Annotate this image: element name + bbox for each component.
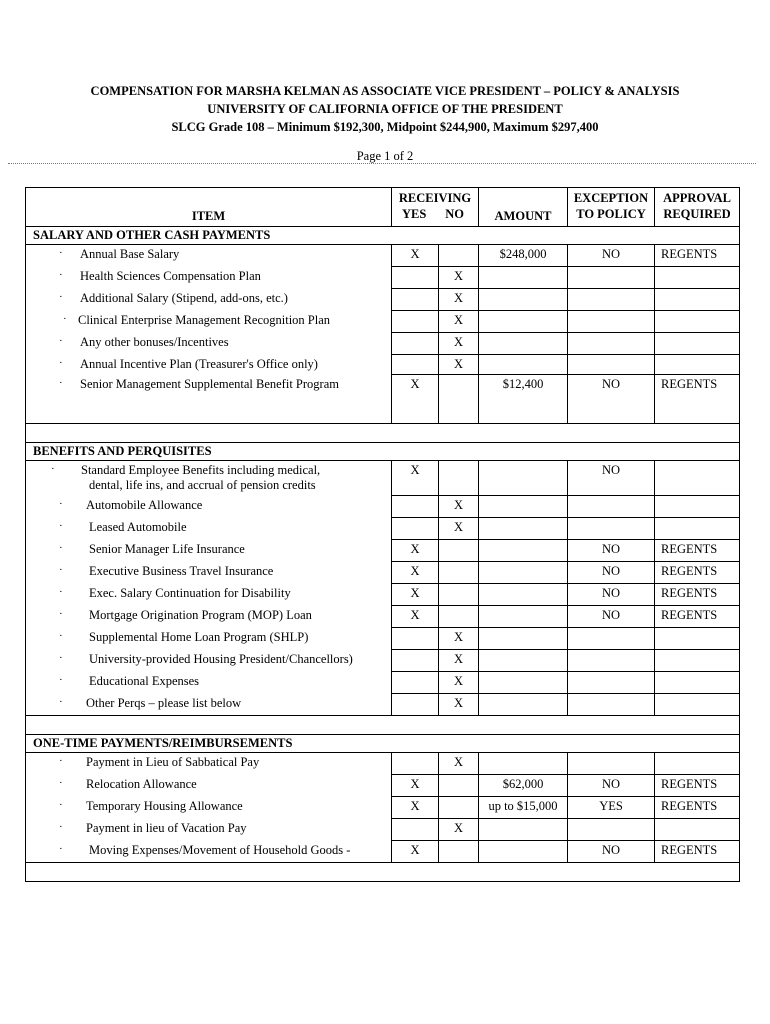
section-title: BENEFITS AND PERQUISITES — [26, 443, 740, 461]
receiving-no-cell: X — [439, 267, 479, 289]
amount-cell: up to $15,000 — [479, 797, 568, 819]
bullet-icon: · — [59, 585, 63, 598]
bullet-icon: · — [63, 312, 67, 325]
receiving-no-cell: X — [439, 333, 479, 355]
receiving-yes-cell — [392, 496, 439, 518]
exception-cell: NO — [568, 375, 655, 424]
header-approval — [655, 188, 740, 227]
item-label: Annual Base Salary — [80, 247, 180, 261]
receiving-no-cell — [439, 461, 479, 496]
amount-cell — [479, 672, 568, 694]
bullet-icon: · — [59, 776, 63, 789]
bullet-icon: · — [59, 798, 63, 811]
exception-cell: NO — [568, 245, 655, 267]
item-cell — [26, 775, 392, 797]
header-yes: YES — [402, 207, 427, 221]
exception-cell — [568, 267, 655, 289]
receiving-yes-cell — [392, 672, 439, 694]
title-line-2: UNIVERSITY OF CALIFORNIA OFFICE OF THE PRESIDENT — [207, 102, 563, 116]
blank-row — [26, 716, 740, 735]
item-cell — [26, 375, 392, 424]
bullet-icon: · — [59, 497, 63, 510]
item-label: Mortgage Origination Program (MOP) Loan — [89, 607, 312, 622]
header-receiving-label: RECEIVING — [398, 191, 472, 205]
table-row — [26, 797, 740, 819]
approval-cell — [655, 267, 740, 289]
item-label: Annual Incentive Plan (Treasurer's Office only) — [80, 356, 318, 371]
item-label: Temporary Housing Allowance — [86, 798, 243, 813]
table-body — [26, 227, 740, 882]
table-row — [26, 496, 740, 518]
blank-cell — [26, 863, 740, 882]
item-cell — [26, 333, 392, 355]
bullet-icon: · — [59, 820, 63, 833]
item-label: Any other bonuses/Incentives — [80, 334, 229, 349]
receiving-yes-cell — [392, 628, 439, 650]
receiving-yes-cell — [392, 819, 439, 841]
bullet-icon: · — [59, 629, 63, 642]
item-label: Health Sciences Compensation Plan — [80, 268, 261, 283]
receiving-no-cell — [439, 584, 479, 606]
exception-cell: YES — [568, 797, 655, 819]
receiving-yes-cell — [392, 753, 439, 775]
item-cell — [26, 355, 392, 375]
item-cell — [26, 753, 392, 775]
section-header-row — [26, 735, 740, 753]
approval-cell — [655, 355, 740, 375]
document-header — [0, 82, 770, 136]
item-label: Leased Automobile — [89, 519, 187, 534]
bullet-icon: · — [59, 541, 63, 554]
amount-cell — [479, 562, 568, 584]
bullet-icon: · — [59, 268, 63, 281]
bullet-icon: · — [59, 695, 63, 708]
approval-cell: REGENTS — [655, 606, 740, 628]
table-row — [26, 267, 740, 289]
receiving-yes-cell — [392, 650, 439, 672]
table-row — [26, 628, 740, 650]
table-row — [26, 694, 740, 716]
item-label: Payment in Lieu of Sabbatical Pay — [86, 755, 260, 769]
receiving-no-cell — [439, 245, 479, 267]
item-label-continued: dental, life ins, and accrual of pension credits — [89, 478, 316, 492]
amount-cell — [479, 819, 568, 841]
bullet-icon: · — [59, 607, 63, 620]
approval-cell — [655, 819, 740, 841]
bullet-icon: · — [59, 247, 63, 259]
exception-cell — [568, 628, 655, 650]
approval-cell: REGENTS — [655, 562, 740, 584]
table-row — [26, 584, 740, 606]
header-item: ITEM — [26, 188, 392, 227]
exception-cell: NO — [568, 775, 655, 797]
receiving-no-cell: X — [439, 753, 479, 775]
receiving-yes-cell — [392, 267, 439, 289]
amount-cell — [479, 355, 568, 375]
approval-cell — [655, 672, 740, 694]
amount-cell: $248,000 — [479, 245, 568, 267]
approval-cell — [655, 628, 740, 650]
bullet-icon: · — [59, 376, 63, 389]
exception-cell: NO — [568, 606, 655, 628]
table-row — [26, 245, 740, 267]
approval-cell — [655, 753, 740, 775]
amount-cell — [479, 753, 568, 775]
amount-cell — [479, 311, 568, 333]
amount-cell — [479, 518, 568, 540]
exception-cell — [568, 694, 655, 716]
receiving-no-cell: X — [439, 819, 479, 841]
section-title: SALARY AND OTHER CASH PAYMENTS — [26, 227, 740, 245]
table-row — [26, 540, 740, 562]
item-label: Clinical Enterprise Management Recognition Plan — [78, 312, 331, 327]
table-row — [26, 841, 740, 863]
item-cell — [26, 289, 392, 311]
receiving-yes-cell: X — [392, 562, 439, 584]
exception-cell — [568, 496, 655, 518]
receiving-no-cell — [439, 562, 479, 584]
bullet-icon: · — [59, 290, 63, 303]
header-approval-line1: APPROVAL — [663, 191, 731, 205]
receiving-no-cell — [439, 841, 479, 863]
approval-cell — [655, 333, 740, 355]
table-row — [26, 650, 740, 672]
table-row — [26, 375, 740, 424]
blank-cell — [26, 424, 740, 443]
receiving-no-cell: X — [439, 311, 479, 333]
receiving-yes-cell — [392, 694, 439, 716]
page-number: Page 1 of 2 — [356, 149, 414, 163]
amount-cell — [479, 540, 568, 562]
dotted-divider — [8, 163, 756, 164]
header-approval-line2: REQUIRED — [663, 207, 731, 221]
table-row — [26, 819, 740, 841]
table-row — [26, 311, 740, 333]
receiving-yes-cell: X — [392, 606, 439, 628]
item-cell — [26, 496, 392, 518]
receiving-yes-cell — [392, 289, 439, 311]
item-cell — [26, 672, 392, 694]
amount-cell — [479, 496, 568, 518]
receiving-yes-cell: X — [392, 245, 439, 267]
exception-cell — [568, 672, 655, 694]
header-exception — [568, 188, 655, 227]
approval-cell: REGENTS — [655, 797, 740, 819]
receiving-no-cell — [439, 775, 479, 797]
title-line-3: SLCG Grade 108 – Minimum $192,300, Midpoint $244,900, Maximum $297,400 — [171, 120, 599, 134]
receiving-yes-cell — [392, 355, 439, 375]
approval-cell: REGENTS — [655, 245, 740, 267]
receiving-yes-cell: X — [392, 540, 439, 562]
item-label: Senior Management Supplemental Benefit Program — [80, 376, 339, 391]
approval-cell — [655, 311, 740, 333]
item-cell — [26, 540, 392, 562]
bullet-icon: · — [59, 563, 63, 576]
receiving-no-cell — [439, 797, 479, 819]
approval-cell — [655, 650, 740, 672]
approval-cell: REGENTS — [655, 841, 740, 863]
table-row — [26, 672, 740, 694]
title-line-1: COMPENSATION FOR MARSHA KELMAN AS ASSOCIATE VICE PRESIDENT – POLICY & ANALYSIS — [90, 84, 680, 98]
item-cell — [26, 650, 392, 672]
exception-cell — [568, 289, 655, 311]
item-label: Other Perqs – please list below — [86, 695, 242, 710]
item-label: Moving Expenses/Movement of Household Goods - — [89, 842, 351, 857]
item-cell — [26, 245, 392, 267]
table-row — [26, 753, 740, 775]
item-cell — [26, 841, 392, 863]
compensation-table — [25, 187, 740, 882]
receiving-yes-cell — [392, 518, 439, 540]
receiving-yes-cell — [392, 333, 439, 355]
item-cell — [26, 694, 392, 716]
blank-cell — [26, 716, 740, 735]
exception-cell — [568, 518, 655, 540]
bullet-icon: · — [59, 651, 63, 664]
table-row — [26, 333, 740, 355]
bullet-icon: · — [59, 519, 63, 532]
amount-cell: $62,000 — [479, 775, 568, 797]
item-label: Automobile Allowance — [86, 497, 203, 512]
exception-cell — [568, 753, 655, 775]
item-label: Supplemental Home Loan Program (SHLP) — [89, 629, 309, 644]
receiving-no-cell: X — [439, 355, 479, 375]
receiving-no-cell: X — [439, 694, 479, 716]
approval-cell: REGENTS — [655, 540, 740, 562]
item-cell — [26, 606, 392, 628]
item-label: Relocation Allowance — [86, 776, 197, 791]
header-exception-line2: TO POLICY — [576, 207, 646, 221]
header-receiving — [392, 188, 479, 227]
item-label: Senior Manager Life Insurance — [89, 541, 245, 556]
item-cell — [26, 518, 392, 540]
amount-cell — [479, 333, 568, 355]
receiving-no-cell: X — [439, 289, 479, 311]
amount-cell — [479, 267, 568, 289]
receiving-yes-cell: X — [392, 461, 439, 496]
item-cell — [26, 584, 392, 606]
header-exception-line1: EXCEPTION — [573, 191, 649, 205]
item-cell — [26, 628, 392, 650]
amount-cell — [479, 694, 568, 716]
approval-cell: REGENTS — [655, 375, 740, 424]
header-no: NO — [445, 207, 464, 221]
item-cell — [26, 797, 392, 819]
table-row — [26, 289, 740, 311]
amount-cell — [479, 628, 568, 650]
table-row — [26, 775, 740, 797]
receiving-no-cell — [439, 540, 479, 562]
amount-cell — [479, 289, 568, 311]
bullet-icon: · — [59, 842, 63, 855]
amount-cell — [479, 461, 568, 496]
table-row — [26, 518, 740, 540]
item-label: Educational Expenses — [89, 673, 200, 688]
item-label: Standard Employee Benefits including medical, — [81, 463, 321, 477]
receiving-no-cell: X — [439, 628, 479, 650]
receiving-no-cell — [439, 606, 479, 628]
header-amount: AMOUNT — [479, 188, 568, 227]
exception-cell: NO — [568, 461, 655, 496]
exception-cell — [568, 333, 655, 355]
item-cell — [26, 461, 392, 496]
exception-cell: NO — [568, 584, 655, 606]
approval-cell — [655, 289, 740, 311]
item-cell — [26, 311, 392, 333]
section-header-row — [26, 443, 740, 461]
table-row — [26, 461, 740, 496]
exception-cell — [568, 650, 655, 672]
bullet-icon: · — [51, 463, 55, 475]
table-row — [26, 355, 740, 375]
approval-cell — [655, 461, 740, 496]
item-label: Executive Business Travel Insurance — [89, 563, 274, 578]
exception-cell: NO — [568, 562, 655, 584]
approval-cell — [655, 496, 740, 518]
item-label: Additional Salary (Stipend, add-ons, etc.) — [80, 290, 288, 305]
bullet-icon: · — [59, 755, 63, 767]
section-header-row — [26, 227, 740, 245]
table-row — [26, 606, 740, 628]
table-row — [26, 562, 740, 584]
exception-cell: NO — [568, 540, 655, 562]
exception-cell — [568, 311, 655, 333]
receiving-no-cell — [439, 375, 479, 424]
amount-cell: $12,400 — [479, 375, 568, 424]
item-label: University-provided Housing President/Chancellors) — [89, 651, 353, 666]
compensation-table-wrapper — [25, 187, 739, 882]
exception-cell — [568, 819, 655, 841]
receiving-yes-cell: X — [392, 584, 439, 606]
item-cell — [26, 562, 392, 584]
item-label: Exec. Salary Continuation for Disability — [89, 585, 291, 600]
blank-row — [26, 424, 740, 443]
item-cell — [26, 267, 392, 289]
exception-cell — [568, 355, 655, 375]
exception-cell: NO — [568, 841, 655, 863]
table-header-row — [26, 188, 740, 227]
bullet-icon: · — [59, 334, 63, 347]
amount-cell — [479, 650, 568, 672]
receiving-no-cell: X — [439, 672, 479, 694]
approval-cell — [655, 518, 740, 540]
receiving-yes-cell: X — [392, 797, 439, 819]
approval-cell: REGENTS — [655, 584, 740, 606]
amount-cell — [479, 606, 568, 628]
receiving-no-cell: X — [439, 518, 479, 540]
receiving-yes-cell: X — [392, 775, 439, 797]
item-label: Payment in lieu of Vacation Pay — [86, 820, 247, 835]
approval-cell — [655, 694, 740, 716]
receiving-no-cell: X — [439, 496, 479, 518]
approval-cell: REGENTS — [655, 775, 740, 797]
bullet-icon: · — [59, 673, 63, 686]
section-title: ONE-TIME PAYMENTS/REIMBURSEMENTS — [26, 735, 740, 753]
receiving-yes-cell: X — [392, 375, 439, 424]
bullet-icon: · — [59, 356, 63, 369]
receiving-yes-cell — [392, 311, 439, 333]
receiving-yes-cell: X — [392, 841, 439, 863]
amount-cell — [479, 841, 568, 863]
receiving-no-cell: X — [439, 650, 479, 672]
amount-cell — [479, 584, 568, 606]
item-cell — [26, 819, 392, 841]
blank-row — [26, 863, 740, 882]
